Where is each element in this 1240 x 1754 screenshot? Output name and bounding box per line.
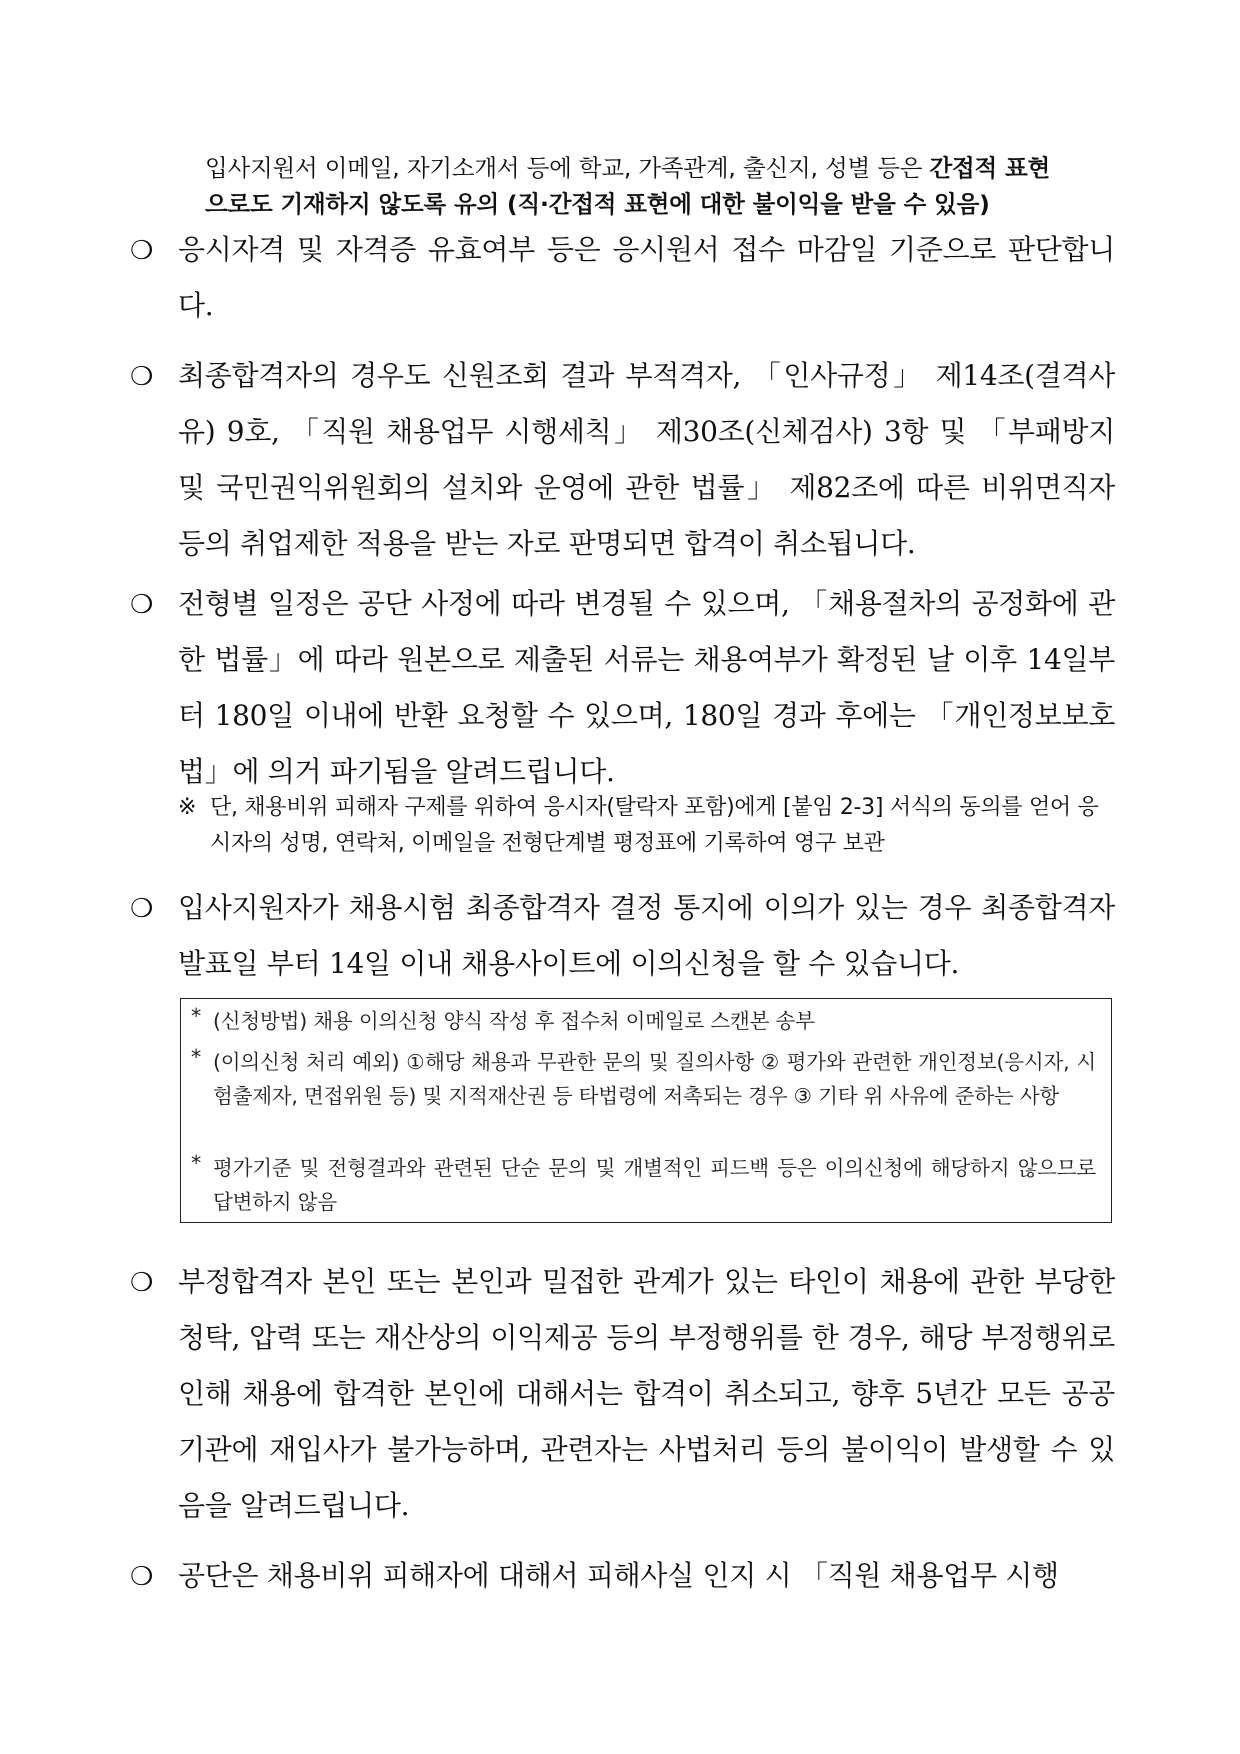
circle-bullet-icon: ❍ <box>130 590 154 620</box>
list-item-text: 응시자격 및 자격증 유효여부 등은 응시원서 접수 마감일 기준으로 판단합니다. <box>178 233 1115 322</box>
asterisk-icon: * <box>191 1151 202 1175</box>
note-text: 단, 채용비위 피해자 구제를 위하여 응시자(탈락자 포함)에게 [붙임 2-3] 서식의 동의를 얻어 응시자의 성명, 연락처, 이메일을 전형단계별 평정표에 기록하여 영구 보관 <box>210 795 1099 856</box>
intro-paragraph <box>205 150 1120 222</box>
circle-bullet-icon: ❍ <box>130 1268 154 1298</box>
intro-bold-text-2: 으로도 기재하지 않도록 유의 (직·간접적 표현에 대한 불이익을 받을 수 있음) <box>205 190 990 218</box>
list-item-text: 최종합격자의 경우도 신원조회 결과 부적격자, 「인사규정」 제14조(결격사유) 9호, 「직원 채용업무 시행세칙」 제30조(신체검사) 3항 및 「부패방지 및 국민권익위원회의 설치와 운영에 관한 법률」 제82조에 따른 비위면직자 등의 취업제한 적용을 받는 자로 판명되면 합격이 취소됩니다. <box>178 359 1115 560</box>
list-item <box>130 348 1115 572</box>
list-item <box>130 1254 1115 1534</box>
box-item <box>191 1151 1096 1219</box>
asterisk-icon: * <box>191 1045 202 1069</box>
list-item-text: 부정합격자 본인 또는 본인과 밀접한 관계가 있는 타인이 채용에 관한 부당한 청탁, 압력 또는 재산상의 이익제공 등의 부정행위를 한 경우, 해당 부정행위로 인해 채용에 합격한 본인에 대해서는 합격이 취소되고, 향후 5년간 모든 공공기관에 재입사가 불가능하며, 관련자는 사법처리 등의 불이익이 발생할 수 있음을 알려드립니다. <box>178 1265 1115 1522</box>
note-paragraph <box>178 790 1118 862</box>
circle-bullet-icon: ❍ <box>130 1562 154 1592</box>
list-item-text: 전형별 일정은 공단 사정에 따라 변경될 수 있으며, 「채용절차의 공정화에 관한 법률」에 따라 원본으로 제출된 서류는 채용여부가 확정된 날 이후 14일부터 180일 이내에 반환 요청할 수 있으며, 180일 경과 후에는 「개인정보보호법」에 의거 파기됨을 알려드립니다. <box>178 587 1115 788</box>
circle-bullet-icon: ❍ <box>130 362 154 392</box>
objection-info-box <box>180 998 1112 1223</box>
box-item <box>191 1045 1096 1113</box>
list-item-text: 입사지원자가 채용시험 최종합격자 결정 통지에 이의가 있는 경우 최종합격자 발표일 부터 14일 이내 채용사이트에 이의신청을 할 수 있습니다. <box>178 891 1115 980</box>
intro-bold-text-1: 간접적 표현 <box>929 154 1051 182</box>
list-item <box>130 880 1115 992</box>
list-item <box>130 1548 1115 1604</box>
intro-plain-text: 입사지원서 이메일, 자기소개서 등에 학교, 가족관계, 출신지, 성별 등은 <box>205 154 930 182</box>
box-item-text: (신청방법) 채용 이의신청 양식 작성 후 접수처 이메일로 스캔본 송부 <box>213 1009 815 1033</box>
box-item-text: (이의신청 처리 예외) ①해당 채용과 무관한 문의 및 질의사항 ② 평가와 관련한 개인정보(응시자, 시험출제자, 면접위원 등) 및 지적재산권 등 타법령에 저촉되는 경우 ③ 기타 위 사유에 준하는 사항 <box>213 1050 1096 1108</box>
list-item <box>130 222 1115 334</box>
box-item <box>191 1004 1096 1038</box>
asterisk-icon: * <box>191 1004 202 1028</box>
box-item-text: 평가기준 및 전형결과와 관련된 단순 문의 및 개별적인 피드백 등은 이의신청에 해당하지 않으므로 답변하지 않음 <box>213 1156 1096 1214</box>
list-item <box>130 576 1115 800</box>
list-item-text: 공단은 채용비위 피해자에 대해서 피해사실 인지 시 「직원 채용업무 시행 <box>178 1559 1059 1592</box>
circle-bullet-icon: ❍ <box>130 894 154 924</box>
reference-mark-icon: ※ <box>178 795 197 820</box>
circle-bullet-icon: ❍ <box>130 236 154 266</box>
